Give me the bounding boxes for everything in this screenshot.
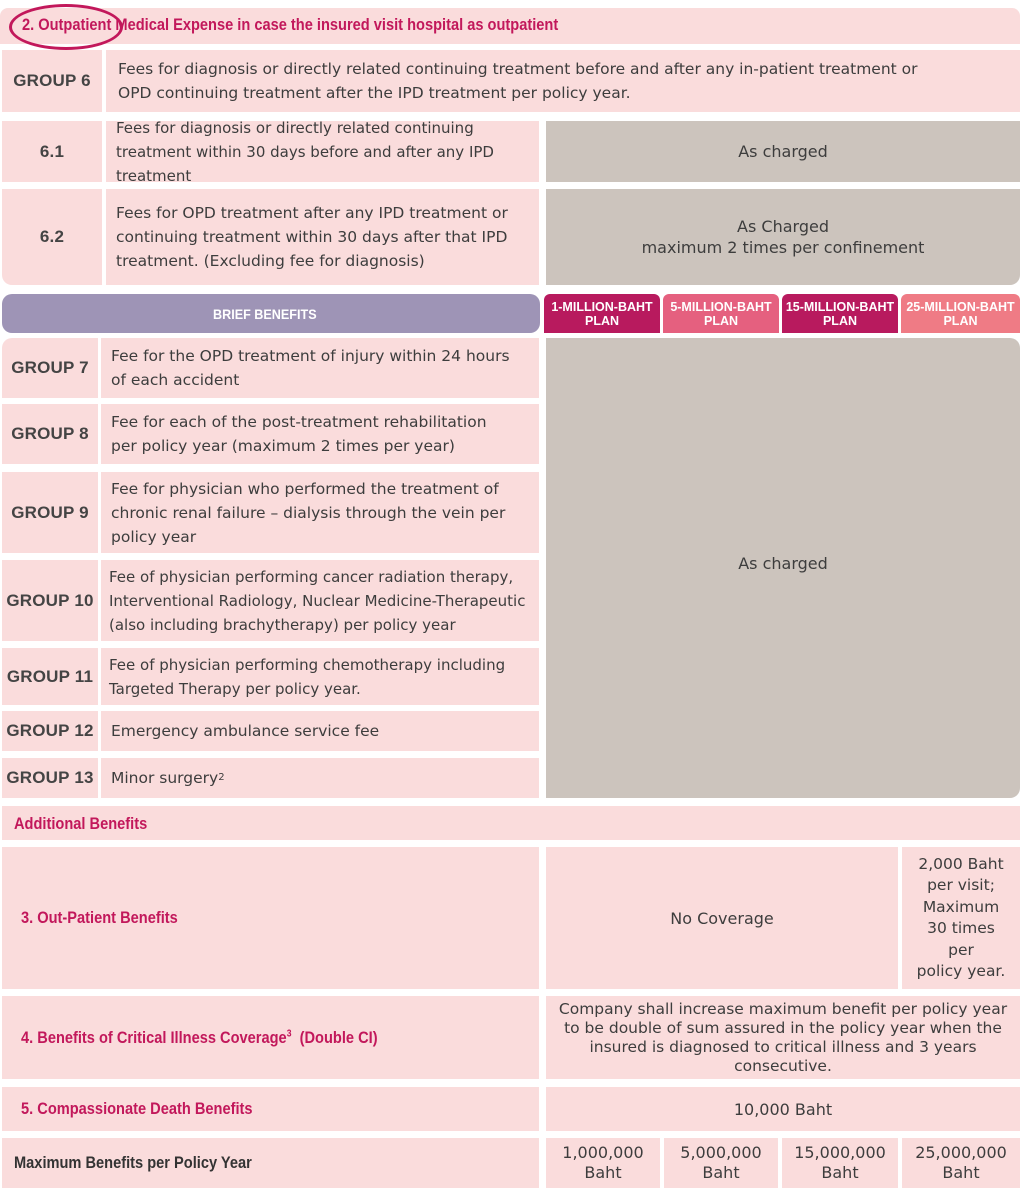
- plan-header-25m: 25-MILLION-BAHT PLAN: [901, 294, 1020, 333]
- outpatient-highlight-circle-icon: [9, 4, 123, 50]
- plan-header-1m: 1-MILLION-BAHT PLAN: [544, 294, 660, 333]
- group-6-label: GROUP 6: [2, 50, 102, 112]
- group-11-label: GROUP 11: [2, 648, 98, 705]
- compassionate-death-benefit: 10,000 Baht: [546, 1087, 1020, 1131]
- outpatient-benefits-label: 3. Out-Patient Benefits: [21, 908, 178, 927]
- maximum-benefits-label: Maximum Benefits per Policy Year: [14, 1153, 252, 1172]
- compassionate-death-cell: [2, 1087, 539, 1131]
- group-6-text: Fees for diagnosis or directly related continuing treatment before and after any in-patient treatment or OPD continuing treatment after the IPD treatment per policy year.: [106, 50, 1020, 112]
- critical-illness-footnote: 3: [286, 1027, 292, 1039]
- group-13-label: GROUP 13: [2, 758, 98, 798]
- maximum-benefits-cell: [2, 1138, 539, 1188]
- item-6-2-benefit: [546, 189, 1020, 285]
- additional-benefits-bar: [2, 806, 1020, 840]
- group-13-footnote: 2: [218, 772, 225, 783]
- item-6-1-benefit: As charged: [546, 121, 1020, 182]
- group-10-text: Fee of physician performing cancer radiation therapy, Interventional Radiology, Nuclear Medicine-Therapeutic (also including brachytherapy) per policy year: [101, 560, 539, 641]
- group-9-text: Fee for physician who performed the treatment of chronic renal failure – dialysis through the vein per policy year: [101, 472, 539, 553]
- critical-illness-cell: [2, 996, 539, 1079]
- item-6-1-label: 6.1: [2, 121, 102, 182]
- max-5m-value: 5,000,000 Baht: [664, 1138, 778, 1188]
- group-13-text: [101, 758, 539, 798]
- outpatient-benefits-cell: [2, 847, 539, 989]
- item-6-2-benefit-line1: As Charged: [737, 217, 829, 236]
- group-7-text: Fee for the OPD treatment of injury within 24 hours of each accident: [101, 338, 539, 398]
- group-11-text: Fee of physician performing chemotherapy including Targeted Therapy per policy year.: [101, 648, 539, 705]
- max-25m-value: 25,000,000 Baht: [902, 1138, 1020, 1188]
- group-7-label: GROUP 7: [2, 338, 98, 398]
- item-6-1-text: Fees for diagnosis or directly related continuing treatment within 30 days before and after any IPD treatment: [106, 121, 539, 182]
- brief-benefits-label: BRIEF BENEFITS: [213, 305, 318, 322]
- group-8-text: Fee for each of the post-treatment rehabilitation per policy year (maximum 2 times per year): [101, 404, 539, 464]
- section-2-title: 2. Outpatient Medical Expense in case the insured visit hospital as outpatient: [22, 15, 559, 34]
- max-15m-value: 15,000,000 Baht: [782, 1138, 898, 1188]
- compassionate-death-label: 5. Compassionate Death Benefits: [21, 1099, 253, 1118]
- group-12-text: Emergency ambulance service fee: [101, 711, 539, 751]
- max-1m-value: 1,000,000 Baht: [546, 1138, 660, 1188]
- brief-benefits-header: [2, 294, 540, 333]
- group-12-label: GROUP 12: [2, 711, 98, 751]
- plan-header-15m: 15-MILLION-BAHT PLAN: [782, 294, 898, 333]
- additional-benefits-title: Additional Benefits: [14, 814, 148, 833]
- item-6-2-label: 6.2: [2, 189, 102, 285]
- group-8-label: GROUP 8: [2, 404, 98, 464]
- plan-header-5m: 5-MILLION-BAHT PLAN: [663, 294, 779, 333]
- outpatient-no-coverage: No Coverage: [546, 847, 898, 989]
- group-10-label: GROUP 10: [2, 560, 98, 641]
- critical-illness-label: 4. Benefits of Critical Illness Coverage$^3$ (Double CI): [21, 1027, 378, 1047]
- groups-7-13-benefit: As charged: [546, 338, 1020, 798]
- critical-illness-benefit: Company shall increase maximum benefit per policy year to be double of sum assured in the policy year when the insured is diagnosed to critical illness and 3 years consecutive.: [546, 996, 1020, 1079]
- group-13-text-main: Minor surgery: [111, 769, 219, 787]
- item-6-2-text: Fees for OPD treatment after any IPD treatment or continuing treatment within 30 days after that IPD treatment. (Excluding fee for diagnosis): [106, 189, 539, 285]
- outpatient-25m-benefit: 2,000 Baht per visit; Maximum 30 times per policy year.: [902, 847, 1020, 989]
- item-6-2-benefit-line2: maximum 2 times per confinement: [641, 238, 925, 257]
- group-9-label: GROUP 9: [2, 472, 98, 553]
